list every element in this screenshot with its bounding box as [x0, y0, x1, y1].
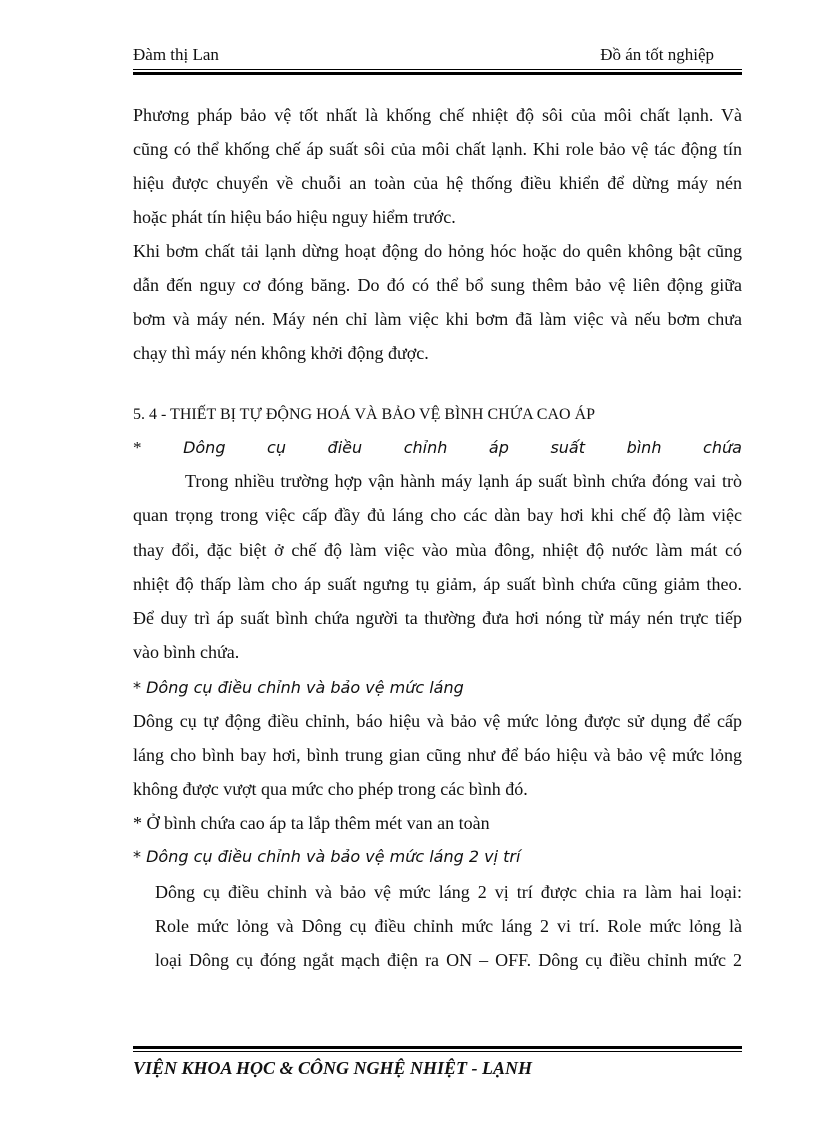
star-word: Dông: [183, 438, 226, 457]
star-word: áp: [488, 438, 509, 457]
note-safety-valve: * Ở bình chứa cao áp ta lắp thêm mét van an toàn: [133, 813, 490, 833]
paragraph-line: Phương pháp bảo vệ tốt nhất là khống chế nhiệt độ sôi của môi chất lạnh. Và: [133, 105, 742, 125]
star-subheading: [133, 436, 742, 460]
footer-rule-thin: [133, 1051, 742, 1052]
header-doc-type: Đồ án tốt nghiệp: [600, 45, 714, 64]
paragraph-line: hoặc phát tín hiệu báo hiệu nguy hiểm trước.: [133, 207, 456, 227]
footer-rule-thick: [133, 1046, 742, 1049]
paragraph-line: Trong nhiều trường hợp vận hành máy lạnh áp suất bình chứa đóng vai trò: [185, 471, 742, 491]
star-word: chỉnh: [403, 438, 448, 457]
section-heading: 5. 4 - THIẾT BỊ TỰ ĐỘNG HOÁ VÀ BẢO VỆ BÌNH CHỨA CAO ÁP: [133, 406, 596, 423]
paragraph-line: Để duy trì áp suất bình chứa người ta thường đưa hơi nóng từ máy nén trực tiếp: [133, 608, 742, 628]
star-word: chứa: [703, 438, 742, 457]
paragraph-line: chạy thì máy nén không khởi động được.: [133, 343, 429, 363]
star-word: bình: [626, 438, 662, 457]
paragraph-line: Dông cụ điều chỉnh và bảo vệ mức láng 2 vị trí được chia ra làm hai loại:: [155, 882, 742, 902]
paragraph-line: Role mức lỏng và Dông cụ điều chỉnh mức láng 2 vi trí. Role mức lỏng là: [155, 916, 742, 936]
paragraph-line: bơm và máy nén. Máy nén chỉ làm việc khi bơm đã làm việc và nếu bơm chưa: [133, 309, 742, 329]
paragraph-line: nhiệt độ thấp làm cho áp suất ngưng tụ giảm, áp suất bình chứa cũng giảm theo.: [133, 574, 742, 594]
star-word: cụ: [267, 438, 286, 457]
footer-institute: VIỆN KHOA HỌC & CÔNG NGHỆ NHIỆT - LẠNH: [133, 1058, 533, 1078]
paragraph-line: hiệu được chuyển về chuỗi an toàn của hệ thống điều khiển để dừng máy nén: [133, 173, 742, 193]
subheading-two-position: * Dông cụ điều chỉnh và bảo vệ mức láng 2 vị trí: [133, 847, 521, 866]
header-rule-thick: [133, 72, 742, 75]
paragraph-line: không được vượt qua mức cho phép trong các bình đó.: [133, 779, 528, 799]
subheading-level-control: * Dông cụ điều chỉnh và bảo vệ mức láng: [133, 678, 464, 697]
paragraph-line: cũng có thể khống chế áp suất sôi của môi chất lạnh. Khi role bảo vệ tác động tín: [133, 139, 742, 159]
paragraph-line: vào bình chứa.: [133, 642, 240, 662]
paragraph-line: quan trọng trong việc cấp đầy đủ láng cho các dàn bay hơi khi chế độ làm việc: [133, 505, 742, 525]
star-word: điều: [327, 438, 363, 457]
paragraph-line: dẫn đến nguy cơ đóng băng. Do đó có thể bổ sung thêm bảo vệ liên động giữa: [133, 275, 742, 295]
header-author: Đàm thị Lan: [133, 45, 219, 64]
paragraph-line: thay đổi, đặc biệt ở chế độ làm việc vào mùa đông, nhiệt độ nước làm mát có: [133, 540, 742, 560]
paragraph-line: Khi bơm chất tải lạnh dừng hoạt động do hỏng hóc hoặc do quên không bật cũng: [133, 241, 742, 261]
paragraph-line: láng cho bình bay hơi, bình trung gian cũng như để báo hiệu và bảo vệ mức lỏng: [133, 745, 742, 765]
star-word: suất: [550, 438, 586, 457]
paragraph-line: loại Dông cụ đóng ngắt mạch điện ra ON – OFF. Dông cụ điều chỉnh mức 2: [155, 950, 742, 970]
header-rule-thin: [133, 69, 742, 70]
paragraph-line: Dông cụ tự động điều chỉnh, báo hiệu và bảo vệ mức lỏng được sử dụng để cấp: [133, 711, 742, 731]
star-mark: *: [133, 438, 142, 457]
